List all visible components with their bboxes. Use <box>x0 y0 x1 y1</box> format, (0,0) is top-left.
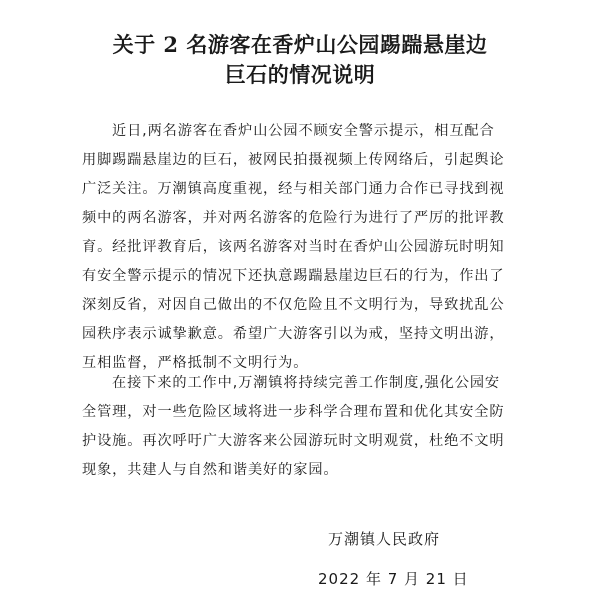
document-title-line-2: 巨石的情况说明 <box>224 62 376 87</box>
paragraph-line: 护设施。再次呼吁广大游客来公园游玩时文明观赏，杜绝不文明 <box>82 433 505 449</box>
document-title-line-1: 关于 2 名游客在香炉山公园踢踹悬崖边 <box>112 32 488 57</box>
body-paragraph-1 <box>82 117 522 378</box>
paragraph-line: 频中的两名游客，并对两名游客的危险行为进行了严厉的批评教 <box>82 210 505 226</box>
paragraph-line: 有安全警示提示的情况下还执意踢踹悬崖边巨石的行为，作出了 <box>82 268 505 284</box>
paragraph-line: 现象，共建人与自然和谐美好的家园。 <box>82 462 339 478</box>
paragraph-line: 近日,两名游客在香炉山公园不顾安全警示提示，相互配合 <box>112 123 495 139</box>
paragraph-line: 园秩序表示诚挚歉意。希望广大游客引以为戒，坚持文明出游， <box>82 326 505 342</box>
paragraph-line: 全管理，对一些危险区域将进一步科学合理布置和优化其安全防 <box>82 404 505 420</box>
signature-date: 2022 年 7 月 21 日 <box>318 570 469 588</box>
signature-organization: 万潮镇人民政府 <box>328 530 441 548</box>
paragraph-line: 深刻反省，对因自己做出的不仅危险且不文明行为，导致扰乱公 <box>82 297 505 313</box>
paragraph-line: 用脚踢踹悬崖边的巨石，被网民拍摄视频上传网络后，引起舆论 <box>82 152 505 168</box>
paragraph-line: 在接下来的工作中,万潮镇将持续完善工作制度,强化公园安 <box>112 375 501 391</box>
paragraph-line: 广泛关注。万潮镇高度重视，经与相关部门通力合作已寻找到视 <box>82 181 505 197</box>
body-paragraph-2 <box>82 369 522 485</box>
paragraph-line: 育。经批评教育后，该两名游客对当时在香炉山公园游玩时明知 <box>82 239 505 255</box>
paragraph-line: 互相监督，严格抵制不文明行为。 <box>82 355 309 371</box>
